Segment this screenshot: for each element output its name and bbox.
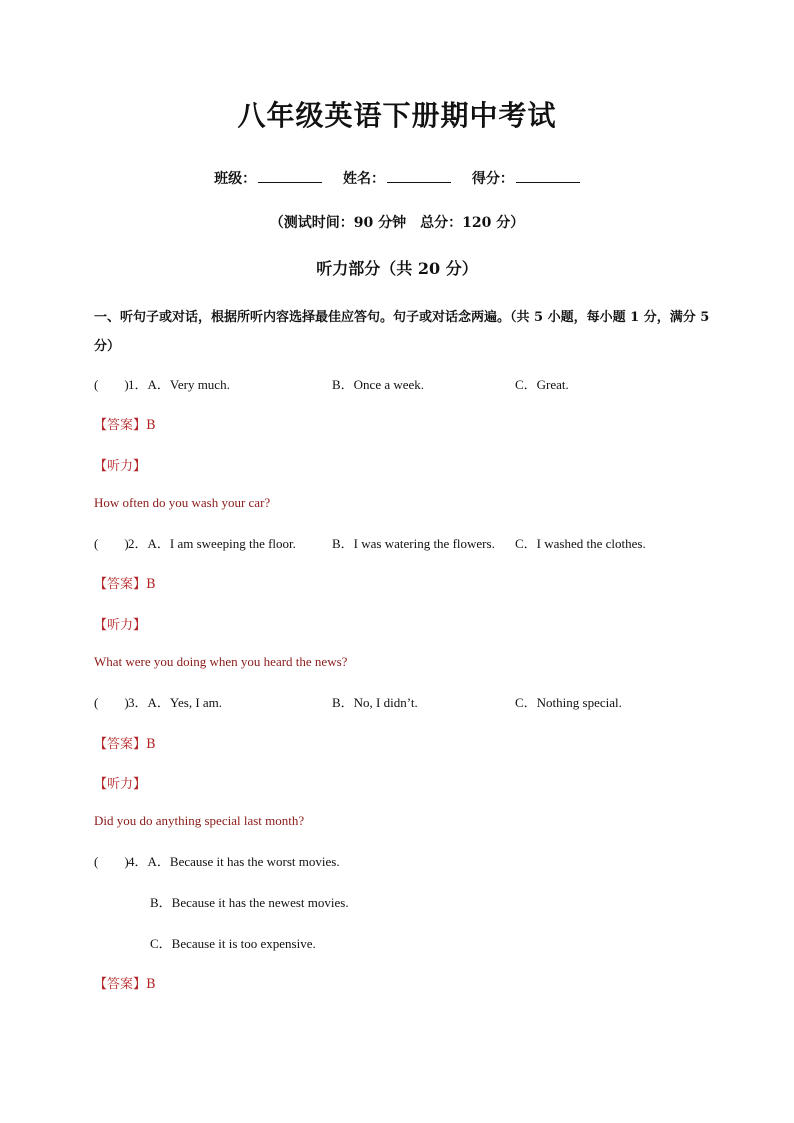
question-row: [94, 851, 714, 870]
question-number: 1．: [128, 377, 148, 392]
answer-paren: ( ): [94, 536, 129, 551]
option-b: B．Because it has the newest movies.: [150, 895, 349, 910]
question-row: [94, 533, 714, 552]
option-a: A．Very much.: [147, 377, 230, 392]
listening-script: Did you do anything special last month?: [94, 813, 305, 828]
question-number: 3．: [128, 695, 148, 710]
option-b: B．Once a week.: [332, 377, 425, 392]
listening-script: What were you doing when you heard the news?: [94, 654, 348, 669]
option-c: C．Because it is too expensive.: [150, 936, 316, 951]
score-blank: [516, 170, 580, 183]
exam-title: 八年级英语下册期中考试: [237, 99, 557, 132]
answer-value: B: [146, 737, 156, 752]
question-row: [94, 374, 714, 393]
class-field: [214, 168, 322, 188]
listening-script: How often do you wash your car?: [94, 495, 271, 510]
name-label: 姓名：: [343, 171, 385, 187]
name-blank: [387, 170, 451, 183]
option-c: C．Nothing special.: [515, 695, 622, 710]
option-c: C．I washed the clothes.: [515, 536, 646, 551]
name-field: [343, 168, 451, 188]
answer-value: B: [146, 577, 156, 592]
option-c: C．Great.: [515, 377, 569, 392]
answer-label: 【答案】: [94, 577, 147, 592]
instruction: 一、听句子或对话，根据所听内容选择最佳应答句。句子或对话念两遍。（共 5 小题，每小题 1 分，满分 5 分）: [94, 310, 710, 354]
student-info-line: [0, 168, 794, 188]
listening-label: 【听力】: [94, 777, 147, 792]
listening-label: 【听力】: [94, 459, 147, 474]
option-b: B．No, I didn’t.: [332, 695, 418, 710]
class-label: 班级：: [214, 171, 257, 187]
option-b: B．I was watering the flowers.: [332, 536, 495, 551]
option-a: A．Because it has the worst movies.: [147, 854, 340, 869]
answer-line: [94, 973, 156, 992]
question-number: 4．: [128, 854, 148, 869]
class-blank: [258, 170, 322, 183]
score-field: [472, 168, 580, 188]
answer-paren: ( ): [94, 377, 129, 392]
question-number: 2．: [128, 536, 148, 551]
answer-label: 【答案】: [94, 977, 147, 992]
answer-label: 【答案】: [94, 737, 147, 752]
answer-label: 【答案】: [94, 418, 147, 433]
answer-line: [94, 573, 156, 592]
answer-line: [94, 733, 156, 752]
answer-paren: ( ): [94, 854, 129, 869]
section-title: 听力部分（共 20 分）: [316, 259, 478, 278]
score-label: 得分：: [471, 171, 514, 187]
answer-value: B: [146, 977, 156, 992]
time-and-total-score: （测试时间：90 分钟 总分：120 分）: [269, 215, 525, 231]
option-a: A．I am sweeping the floor.: [147, 536, 296, 551]
answer-value: B: [146, 418, 156, 433]
answer-line: [94, 414, 156, 433]
answer-paren: ( ): [94, 695, 129, 710]
option-a: A．Yes, I am.: [147, 695, 223, 710]
question-row: [94, 692, 714, 711]
listening-label: 【听力】: [94, 618, 147, 633]
